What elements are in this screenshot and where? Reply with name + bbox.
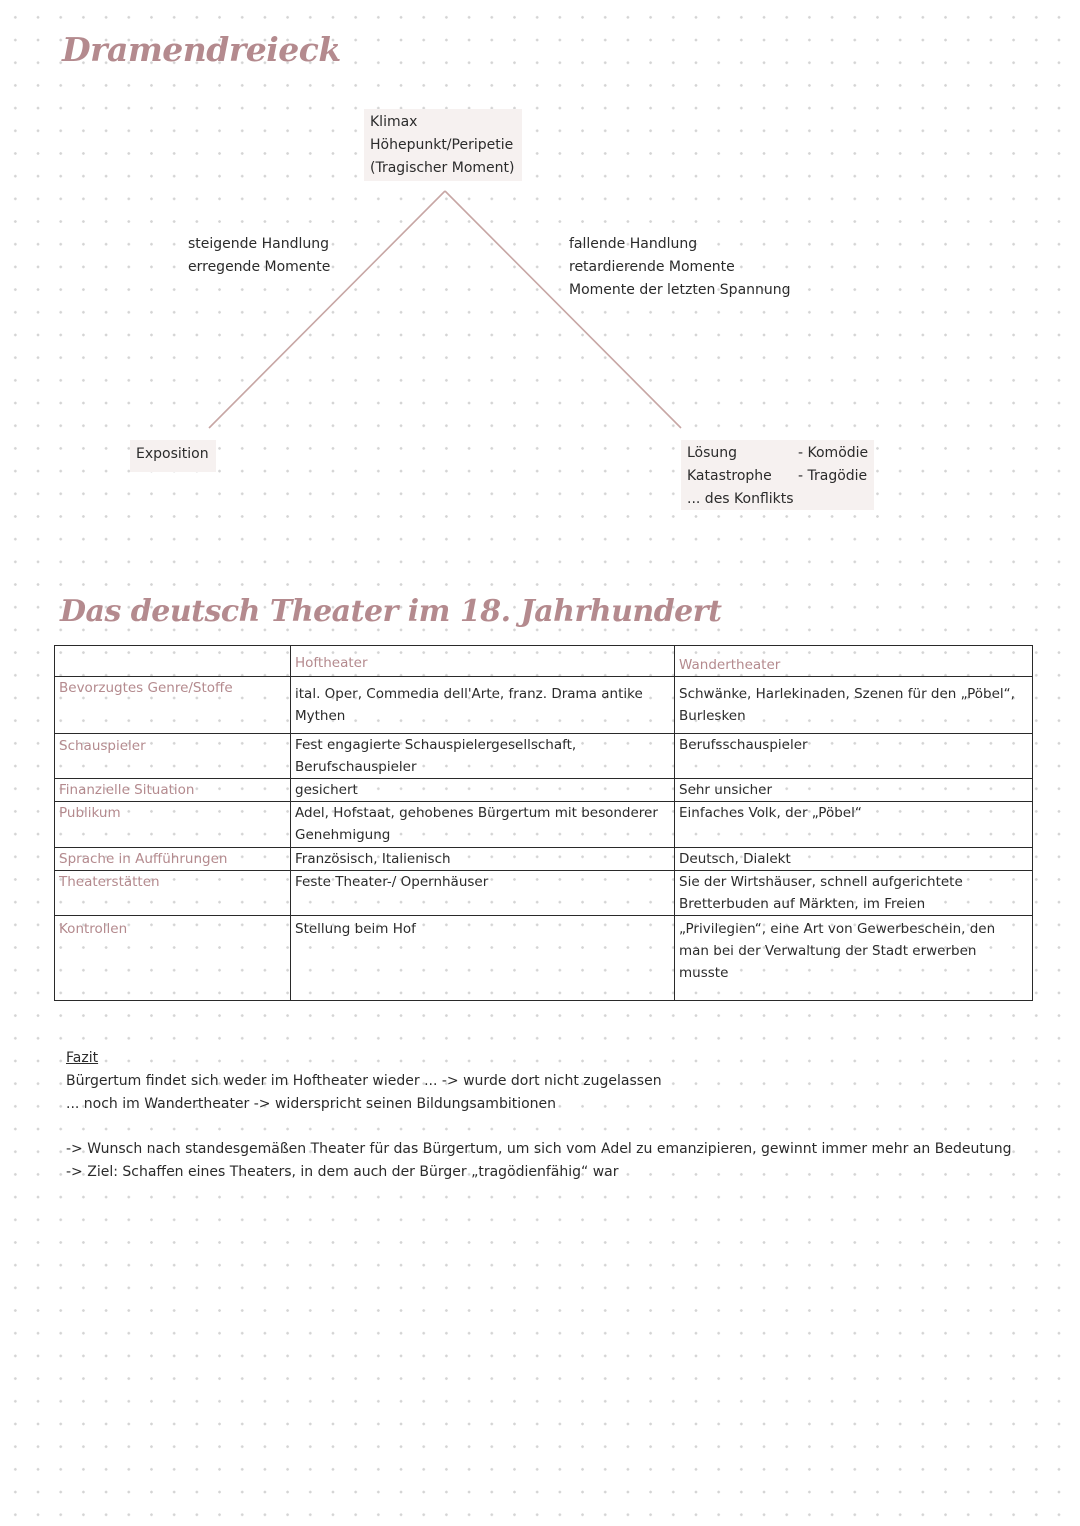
table-title: Das deutsch Theater im 18. Jahrhundert (60, 594, 722, 629)
wander-cell: Berufsschauspieler (675, 734, 1033, 779)
row-label: Sprache in Aufführungen (55, 848, 291, 871)
table-row (55, 916, 1033, 1001)
wander-cell: Einfaches Volk, der „Pöbel“ (675, 802, 1033, 848)
row-label: Finanzielle Situation (55, 779, 291, 802)
fazit-line: -> Wunsch nach standesgemäßen Theater für das Bürgertum, um sich vom Adel zu emanzipieren, gewinnt immer mehr an Bedeutung (66, 1141, 1012, 1157)
resolution-line: Katastrophe - Tragödie (687, 465, 868, 488)
table-header-row (55, 646, 1033, 677)
rising-action-label (188, 233, 330, 279)
table-row (55, 734, 1033, 779)
klimax-box (364, 109, 522, 181)
theater-comparison-table (54, 645, 1033, 1001)
row-label: Bevorzugtes Genre/Stoffe (55, 677, 291, 734)
exposition-label: Exposition (136, 446, 209, 462)
fazit-heading: Fazit (66, 1050, 99, 1066)
fazit-section (66, 1047, 1011, 1184)
header-empty (55, 646, 291, 677)
hof-cell: Stellung beim Hof (291, 916, 675, 1001)
falling-action-label (569, 233, 791, 302)
header-hoftheater: Hoftheater (291, 646, 675, 677)
fazit-line: Bürgertum findet sich weder im Hoftheater wieder ... -> wurde dort nicht zugelassen (66, 1073, 662, 1089)
klimax-line: Klimax (370, 114, 418, 130)
hof-cell: Französisch, Italienisch (291, 848, 675, 871)
rising-action-line-text: steigende Handlung (188, 236, 329, 252)
hof-cell: ital. Oper, Commedia dell'Arte, franz. Drama antike Mythen (291, 677, 675, 734)
wander-cell: Schwänke, Harlekinaden, Szenen für den „Pöbel“, Burlesken (675, 677, 1033, 734)
comedy-label: - Komödie (798, 445, 869, 461)
falling-action-line-text: retardierende Momente (569, 259, 735, 275)
rising-action-line-text: erregende Momente (188, 259, 331, 275)
wander-cell: Sie der Wirtshäuser, schnell aufgerichtete Bretterbuden auf Märkten, im Freien (675, 871, 1033, 916)
resolution-line: ... des Konflikts (687, 491, 794, 507)
wander-cell: Deutsch, Dialekt (675, 848, 1033, 871)
table-row (55, 871, 1033, 916)
row-label: Schauspieler (55, 734, 291, 779)
hof-cell: Adel, Hofstaat, gehobenes Bürgertum mit besonderer Genehmigung (291, 802, 675, 848)
header-wandertheater: Wandertheater (675, 646, 1033, 677)
diagram-title: Dramendreieck (62, 30, 341, 69)
falling-action-line-text: fallende Handlung (569, 236, 698, 252)
hof-cell: gesichert (291, 779, 675, 802)
table-row (55, 848, 1033, 871)
resolution-line: Lösung - Komödie (687, 442, 868, 465)
falling-action-line-text: Momente der letzten Spannung (569, 282, 791, 298)
row-label: Publikum (55, 802, 291, 848)
drama-triangle-lines (0, 0, 1080, 600)
tragedy-label: - Tragödie (798, 468, 868, 484)
wander-cell: Sehr unsicher (675, 779, 1033, 802)
hof-cell: Feste Theater-/ Opernhäuser (291, 871, 675, 916)
klimax-line: (Tragischer Moment) (370, 160, 515, 176)
falling-action-line (445, 191, 681, 428)
rising-action-line (209, 191, 445, 428)
fazit-line: -> Ziel: Schaffen eines Theaters, in dem auch der Bürger „tragödienfähig“ war (66, 1164, 619, 1180)
row-label: Kontrollen (55, 916, 291, 1001)
row-label: Theaterstätten (55, 871, 291, 916)
exposition-box (130, 440, 216, 472)
table-row (55, 779, 1033, 802)
table-row (55, 677, 1033, 734)
hof-cell: Fest engagierte Schauspielergesellschaft, Berufschauspieler (291, 734, 675, 779)
fazit-line: ... noch im Wandertheater -> widerspricht seinen Bildungsambitionen (66, 1096, 557, 1112)
table-row (55, 802, 1033, 848)
klimax-line: Höhepunkt/Peripetie (370, 137, 514, 153)
resolution-box (681, 440, 874, 510)
wander-cell: „Privilegien“, eine Art von Gewerbeschein, den man bei der Verwaltung der Stadt erwerben musste (675, 916, 1033, 1001)
